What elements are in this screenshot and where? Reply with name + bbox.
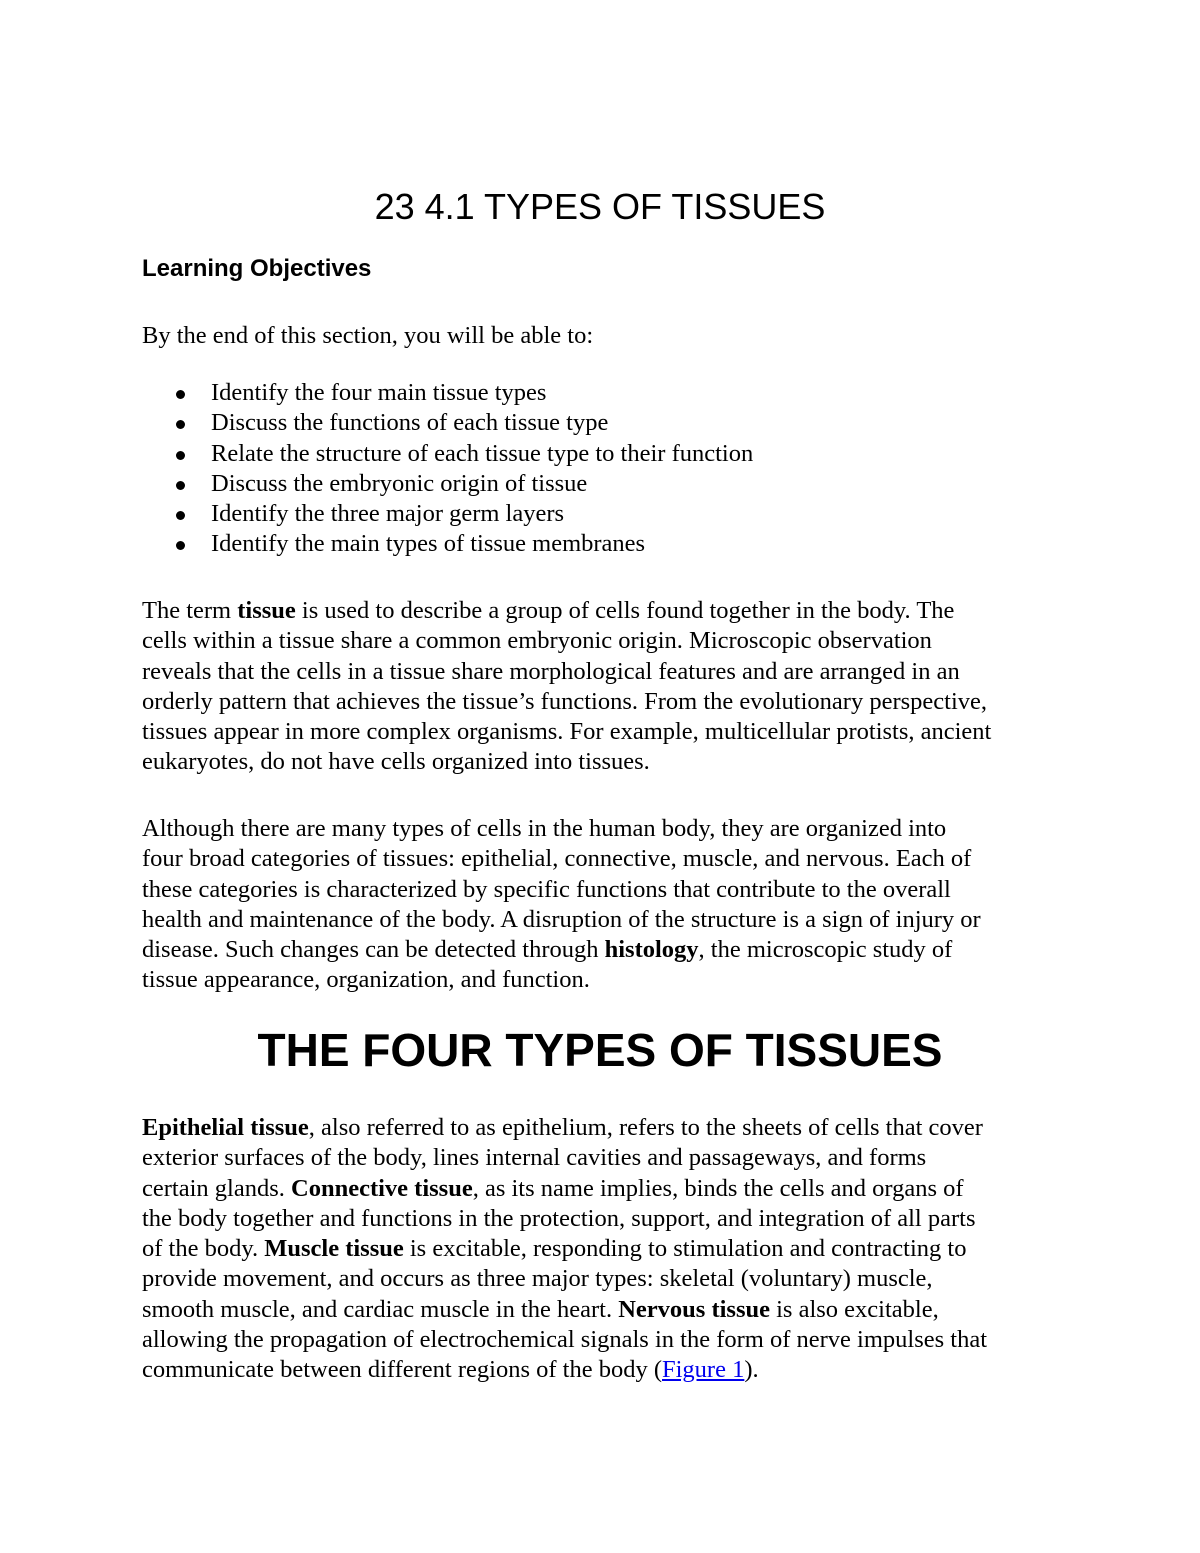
list-item <box>142 408 753 438</box>
text-line: Although there are many types of cells in the human body, they are organized into <box>142 815 947 842</box>
term-tissue: tissue <box>237 597 296 624</box>
objective-text: Discuss the functions of each tissue type <box>211 409 609 437</box>
term-histology: histology <box>604 936 699 964</box>
text-line: provide movement, and occurs as three major types: skeletal (voluntary) muscle, <box>142 1265 933 1293</box>
text-line: the body together and functions in the protection, support, and integration of all parts <box>142 1204 976 1232</box>
list-item <box>142 378 753 408</box>
text-run: ). <box>744 1356 759 1384</box>
text-run: disease. Such changes can be detected through <box>142 936 605 964</box>
text-run: , also referred to as epithelium, refers to the sheets of cells that cover <box>308 1114 983 1141</box>
bullet-icon <box>176 541 185 550</box>
bullet-icon <box>176 481 185 490</box>
bullet-icon <box>176 420 185 429</box>
bullet-icon <box>176 390 185 399</box>
text-run: of the body. <box>142 1235 265 1263</box>
text-line: tissue appearance, organization, and function. <box>142 966 590 994</box>
text-run: smooth muscle, and cardiac muscle in the heart. <box>142 1295 619 1323</box>
text-run: is also excitable, <box>770 1295 939 1323</box>
term-epithelial-tissue: Epithelial tissue <box>142 1114 309 1141</box>
text-line: health and maintenance of the body. A disruption of the structure is a sign of injury or <box>142 905 981 933</box>
text-run: The term <box>142 597 238 624</box>
text-run: is used to describe a group of cells found together in the body. The <box>295 597 955 624</box>
learning-objectives-heading: Learning Objectives <box>142 255 372 282</box>
text-run: , the microscopic study of <box>698 936 953 964</box>
bullet-icon <box>176 451 185 460</box>
term-muscle-tissue: Muscle tissue <box>264 1235 404 1263</box>
text-run: certain glands. <box>142 1174 291 1202</box>
objective-text: Discuss the embryonic origin of tissue <box>211 469 588 497</box>
objective-text: Identify the main types of tissue membranes <box>211 530 646 558</box>
list-item <box>142 499 753 529</box>
tissue-definition-paragraph <box>142 596 1072 778</box>
text-line: tissues appear in more complex organisms. For example, multicellular protists, ancient <box>142 718 992 746</box>
objective-text: Identify the three major germ layers <box>211 500 565 528</box>
objectives-intro: By the end of this section, you will be able to: <box>142 322 594 349</box>
text-line: orderly pattern that achieves the tissue’s functions. From the evolutionary perspective, <box>142 687 988 715</box>
text-run: is excitable, responding to stimulation and contracting to <box>403 1235 967 1263</box>
text-line: four broad categories of tissues: epithelial, connective, muscle, and nervous. Each of <box>142 845 972 873</box>
tissue-categories-paragraph <box>142 814 1072 996</box>
objective-text: Relate the structure of each tissue type to their function <box>211 439 754 467</box>
list-item <box>142 529 753 559</box>
text-run: communicate between different regions of the body ( <box>142 1356 662 1384</box>
list-item <box>142 439 753 469</box>
text-line: cells within a tissue share a common embryonic origin. Microscopic observation <box>142 627 932 655</box>
four-tissues-paragraph <box>142 1113 1072 1386</box>
term-connective-tissue: Connective tissue <box>291 1174 473 1202</box>
text-line: these categories is characterized by specific functions that contribute to the overall <box>142 875 951 903</box>
section-heading: THE FOUR TYPES OF TISSUES <box>257 1024 943 1076</box>
bullet-icon <box>176 511 185 520</box>
text-line: reveals that the cells in a tissue share morphological features and are arranged in an <box>142 657 960 685</box>
objectives-list <box>142 378 753 560</box>
term-nervous-tissue: Nervous tissue <box>618 1295 770 1323</box>
objective-text: Identify the four main tissue types <box>211 379 547 406</box>
figure-1-link[interactable]: Figure 1 <box>662 1356 745 1384</box>
text-run: , as its name implies, binds the cells and organs of <box>472 1174 964 1202</box>
text-line: allowing the propagation of electrochemical signals in the form of nerve impulses that <box>142 1326 987 1354</box>
text-line: exterior surfaces of the body, lines internal cavities and passageways, and forms <box>142 1144 927 1172</box>
list-item <box>142 469 753 499</box>
text-line: eukaryotes, do not have cells organized into tissues. <box>142 748 650 776</box>
page-title: 23 4.1 TYPES OF TISSUES <box>374 186 826 227</box>
